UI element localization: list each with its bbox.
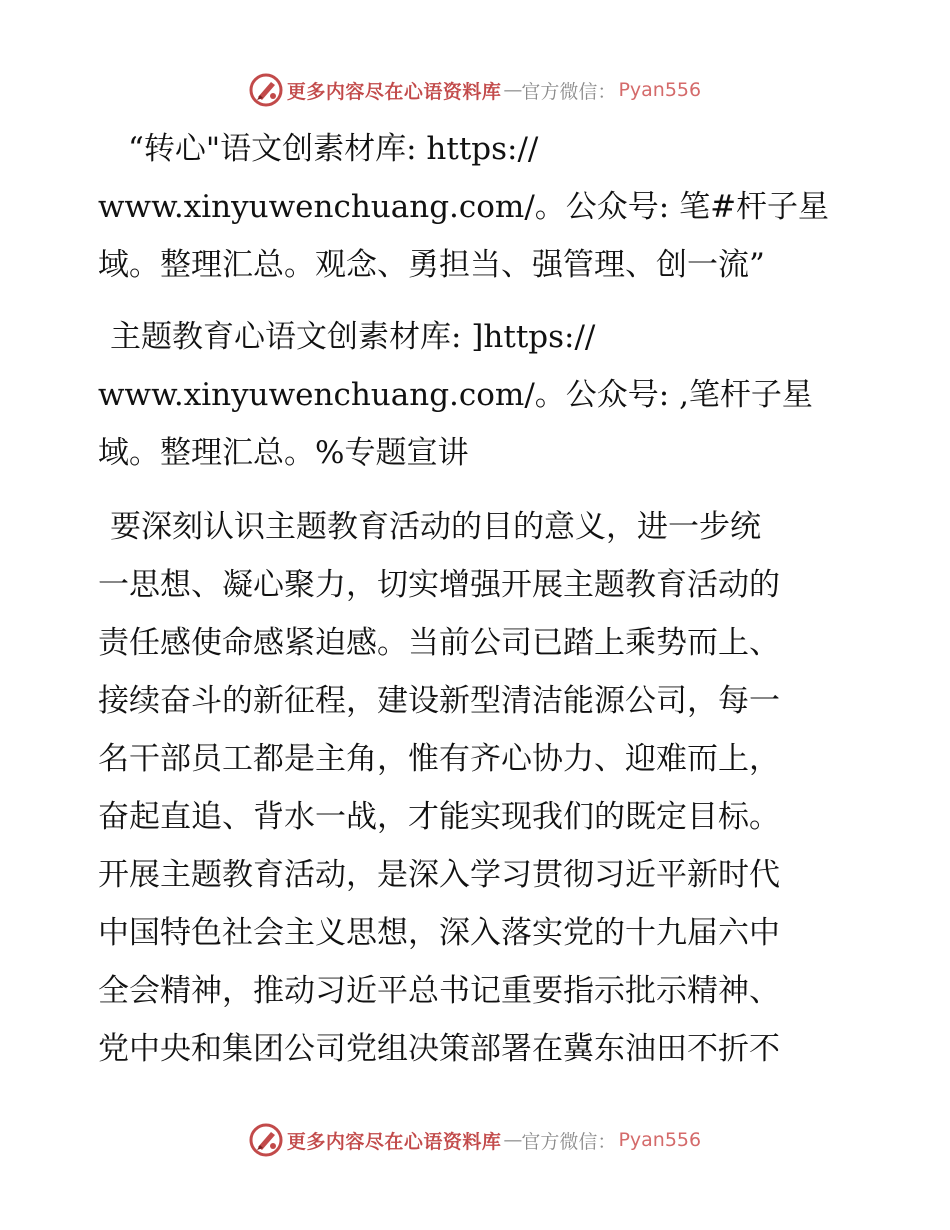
text-line: 主题教育心语文创素材库: ]https:// [110,319,596,355]
paragraph-3 [98,498,858,1078]
text-line: www.xinyuwenchuang.com/。公众号: ,笔杆子星 [98,377,813,413]
text-line: 名干部员工都是主角，惟有齐心协力、迎难而上， [98,741,780,777]
watermark-text: 更多内容尽在心语资料库 [286,80,502,103]
watermark-text: 更多内容尽在心语资料库 [286,1130,502,1153]
text-line: 开展主题教育活动，是深入学习贯彻习近平新时代 [98,857,780,893]
text-line: 接续奋斗的新征程，建设新型清洁能源公司，每一 [98,683,780,719]
text-line: www.xinyuwenchuang.com/。公众号: 笔#杆子星 [98,189,830,225]
body-content [98,120,858,1092]
watermark-id: Pyan556 [618,1129,702,1151]
text-line: 奋起直追、背水一战，才能实现我们的既定目标。 [98,799,780,835]
watermark-label: 官方微信： [521,80,617,103]
text-line: 中国特色社会主义思想，深入落实党的十九届六中 [98,915,780,951]
paragraph-2 [98,308,858,482]
watermark-id: Pyan556 [618,79,702,101]
watermark-dash: — [503,1129,520,1151]
watermark-label: 官方微信： [521,1130,617,1153]
text-line: 党中央和集团公司党组决策部署在冀东油田不折不 [98,1031,780,1067]
text-line: 一思想、凝心聚力，切实增强开展主题教育活动的 [98,567,780,603]
red-seal-pen-icon [249,73,283,107]
text-line: 全会精神，推动习近平总书记重要指示批示精神、 [98,973,780,1009]
red-seal-pen-icon [249,1123,283,1157]
text-line: 域。整理汇总。%专题宣讲 [98,435,469,471]
paragraph-1 [98,120,858,294]
header-watermark [0,72,950,108]
text-line: 要深刻认识主题教育活动的目的意义，进一步统 [110,509,761,545]
footer-watermark [0,1122,950,1158]
text-line: 域。整理汇总。观念、勇担当、强管理、创一流” [98,247,765,283]
text-line: 责任感使命感紧迫感。当前公司已踏上乘势而上、 [98,625,780,661]
watermark-dash: — [503,79,520,101]
text-line: “转心"语文创素材库: https:// [128,131,539,167]
